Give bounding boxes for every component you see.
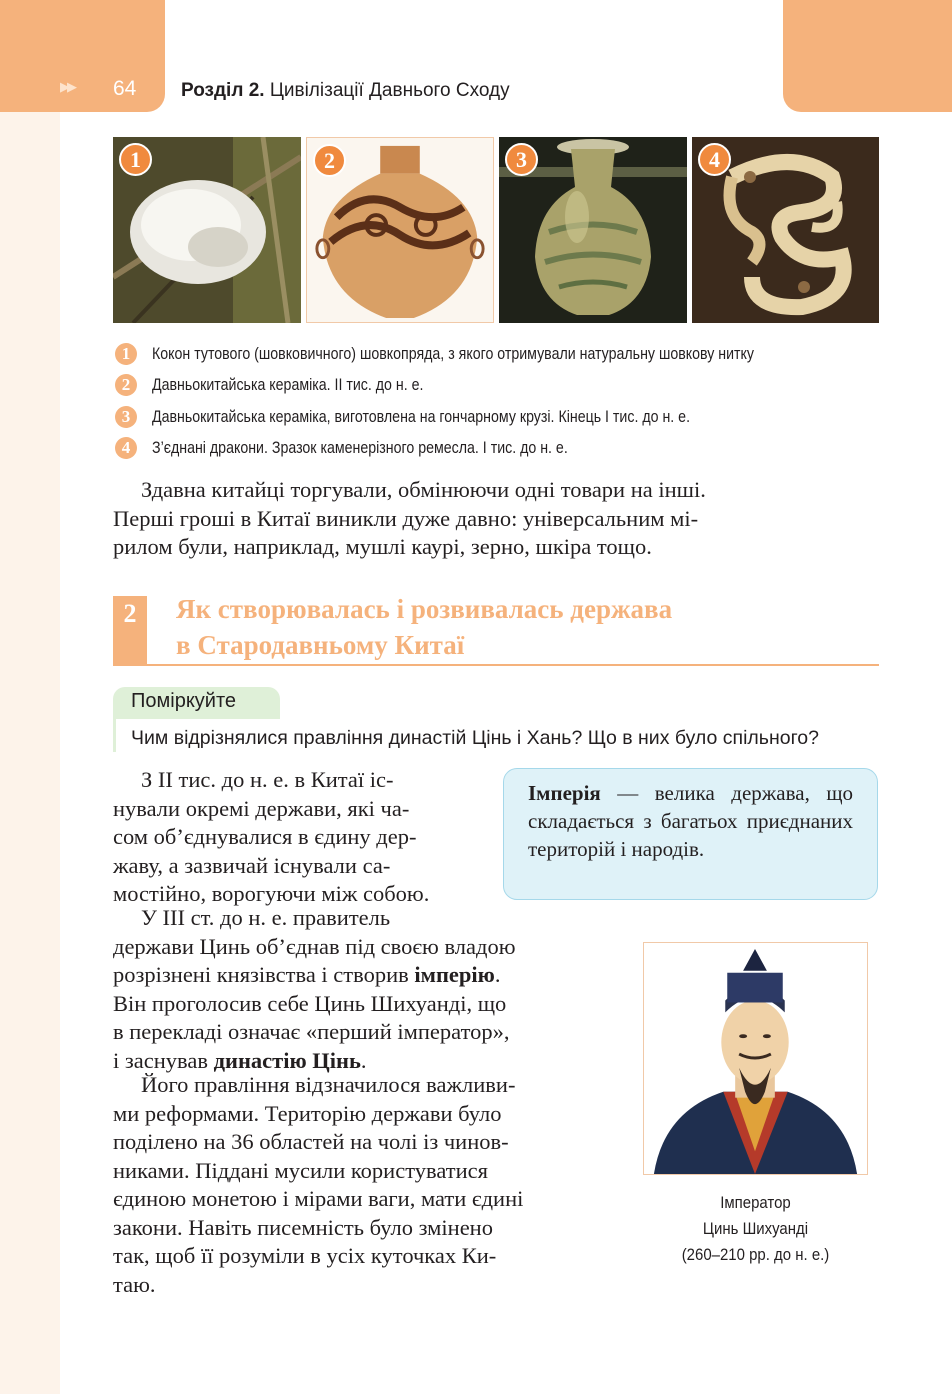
text-line: в перекладі означає «перший імператор»,: [113, 1019, 510, 1044]
definition-box: [503, 768, 878, 900]
caption-number: 4: [115, 437, 137, 459]
key-term: імперію: [414, 962, 495, 987]
section-title-line: в Стародавньому Китаї: [176, 630, 465, 660]
section-divider: [113, 664, 879, 666]
portrait-caption: [643, 1190, 868, 1268]
photo-number-badge: 3: [505, 143, 538, 176]
caption-4: [115, 435, 635, 461]
emperor-portrait: [644, 943, 867, 1174]
caption-line: Цинь Шихуанді: [702, 1219, 809, 1238]
think-accent-line: [113, 719, 116, 752]
text-span: і заснував: [113, 1047, 214, 1073]
trade-paragraph: [113, 476, 878, 562]
caption-2: [115, 372, 468, 398]
paragraph-reforms: [113, 1071, 620, 1299]
text-line: поділено на 36 областей на чолі із чинов-: [113, 1129, 509, 1154]
text-line: так, щоб її розуміли в усіх куточках Ки-: [113, 1243, 497, 1268]
caption-number: 2: [115, 374, 137, 396]
photo-ceramic-vase: [499, 137, 687, 323]
text-line: [113, 961, 620, 990]
section-name: Цивілізації Давнього Сходу: [269, 80, 510, 101]
header-tab-right: [783, 0, 952, 112]
paragraph-empire: [113, 904, 620, 1075]
caption-line: Імператор: [720, 1193, 791, 1212]
photo-number-badge: 4: [698, 143, 731, 176]
text-line: нували окремі держави, які ча-: [113, 795, 410, 821]
text-line: закони. Навіть писемність було змінено: [113, 1214, 493, 1240]
caption-text: Кокон тутового (шовковичного) шовкопряда, з якого отримували натуральну шовкову нитку: [152, 344, 755, 363]
text-line: ми реформами. Територію держави було: [113, 1100, 502, 1126]
photo-jade-dragons: [692, 137, 879, 323]
text-span: .: [494, 962, 501, 987]
section-label: Розділ 2.: [181, 80, 265, 101]
section-number: 2: [113, 596, 147, 666]
text-line: жаву, а зазвичай існували са-: [113, 852, 391, 878]
paragraph-states: [113, 766, 478, 909]
text-line: держави Цинь об’єднав під своєю владою: [113, 933, 516, 959]
caption-text: Давньокитайська кераміка, виготовлена на гончарному крузі. Кінець I тис. до н. е.: [152, 407, 691, 426]
key-term: династію Цінь: [213, 1047, 361, 1073]
emperor-portrait-frame: [643, 942, 868, 1175]
caption-number: 3: [115, 406, 137, 428]
running-header: [181, 80, 510, 102]
page-number: 64: [113, 77, 137, 100]
caption-1: [115, 341, 852, 367]
text-line: Здавна китайці торгували, обмінюючи одні товари на інші.: [141, 477, 706, 502]
header-tab-left: [0, 0, 165, 112]
text-line: сом об’єднувалися в єдину дер-: [113, 824, 417, 849]
caption-line: (260–210 рр. до н. е.): [681, 1245, 830, 1264]
text-line: мостійно, ворогуючи між собою.: [113, 881, 430, 906]
text-line: Перші гроші в Китаї виникли дуже давно: універсальним мі-: [113, 505, 699, 531]
section-title-line: Як створювалась і розвивалась держава: [176, 594, 673, 624]
page-margin-strip: [0, 0, 60, 1394]
caption-text: З’єднані дракони. Зразок каменерізного ремесла. I тис. до н. е.: [152, 438, 568, 457]
text-line: никами. Піддані мусили користуватися: [113, 1157, 488, 1183]
text-line: таю.: [113, 1271, 156, 1297]
text-line: єдиною монетою і мірами ваги, мати єдині: [113, 1186, 524, 1211]
definition-text: — велика держава, що складається з багатьох приєднаних територій і народів.: [528, 781, 853, 861]
text-line: рилом були, наприклад, мушлі каурі, зерно, шкіра тощо.: [113, 534, 652, 559]
caption-number: 1: [115, 343, 137, 365]
double-arrow-icon: ▶▶: [60, 80, 74, 95]
text-line: З II тис. до н. е. в Китаї іс-: [141, 767, 394, 792]
text-line: Він проголосив себе Цинь Шихуанді, що: [113, 990, 507, 1016]
section-title: [176, 591, 672, 663]
text-span: розрізнені князівства і створив: [113, 962, 415, 987]
photo-painted-pottery: [306, 137, 494, 323]
definition-term: Імперія: [528, 781, 601, 805]
think-question: Чим відрізнялися правління династій Цінь і Хань? Що в них було спільного?: [131, 727, 819, 749]
photo-silk-cocoon: [113, 137, 301, 323]
text-line: У III ст. до н. е. правитель: [141, 905, 391, 930]
think-label: Поміркуйте: [131, 690, 237, 712]
text-line: Його правління відзначилося важливи-: [141, 1072, 516, 1097]
text-span: .: [360, 1047, 367, 1073]
photo-number-badge: 1: [119, 143, 152, 176]
photo-number-badge: 2: [313, 144, 346, 177]
caption-3: [115, 404, 778, 430]
caption-text: Давньокитайська кераміка. II тис. до н. е.: [152, 375, 424, 394]
